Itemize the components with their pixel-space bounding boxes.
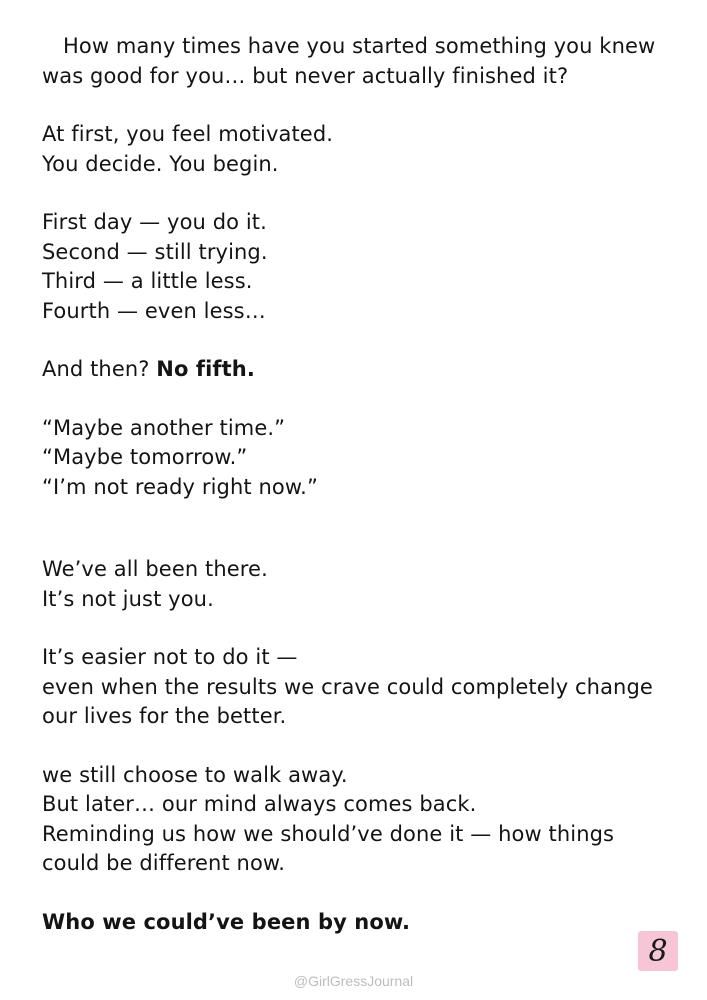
text-line: We’ve all been there. <box>42 557 268 581</box>
text-line: Second — still trying. <box>42 239 268 264</box>
text-line: Third — a little less. <box>42 269 253 293</box>
text-line: But later… our mind always comes back. <box>42 792 477 816</box>
paragraph-walk-away <box>42 761 672 879</box>
text-line: Fourth — even less… <box>42 298 266 323</box>
quote-line: “I’m not ready right now.” <box>42 474 318 499</box>
text-line: First day — you do it. <box>42 210 267 234</box>
text-line: we still choose to walk away. <box>42 762 348 787</box>
paragraph-motivation <box>42 120 672 179</box>
document-body <box>42 32 672 966</box>
quote-line: “Maybe another time.” <box>42 415 286 440</box>
page-number: 8 <box>648 933 668 969</box>
text-line: even when the results we crave could completely change our lives for the better. <box>42 674 653 728</box>
text-line: At first, you feel motivated. <box>42 122 334 146</box>
paragraph-closing <box>42 908 672 938</box>
text-line: How many times have you started something you knew was good for you… but never actually finished it? <box>42 34 656 88</box>
closing-statement: Who we could’ve been by now. <box>42 909 411 934</box>
bold-emphasis: No fifth. <box>156 357 255 381</box>
quote-line: “Maybe tomorrow.” <box>42 445 248 469</box>
text-line: It’s not just you. <box>42 586 214 611</box>
paragraph-no-fifth <box>42 355 672 385</box>
text-line: Reminding us how we should’ve done it — how things could be different now. <box>42 821 615 875</box>
page-number-badge <box>638 931 678 971</box>
text-line <box>42 355 672 385</box>
paragraph-opening-question <box>42 32 672 91</box>
paragraph-been-there <box>42 555 672 614</box>
text-line: You decide. You begin. <box>42 151 279 176</box>
paragraph-easier <box>42 643 672 732</box>
paragraph-days <box>42 208 672 326</box>
paragraph-excuses <box>42 414 672 503</box>
text-prefix: And then? <box>42 357 157 381</box>
text-line: It’s easier not to do it — <box>42 645 298 669</box>
footer-handle: @GirlGressJournal <box>293 973 414 989</box>
